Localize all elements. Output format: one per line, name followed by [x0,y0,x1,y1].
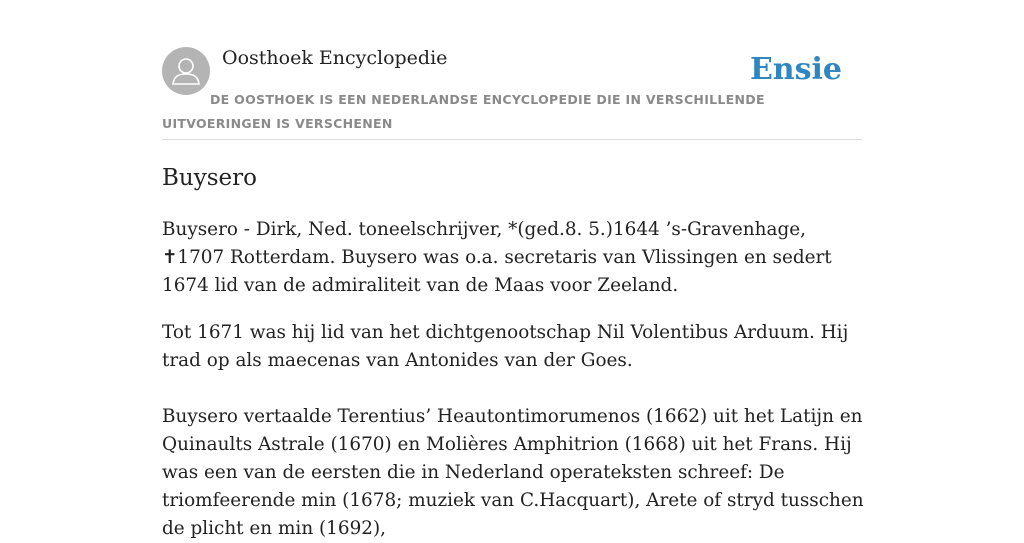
site-subtitle: DE OOSTHOEK IS EEN NEDERLANDSE ENCYCLOPEDIE DIE IN VERSCHILLENDE UITVOERINGEN IS VERSCHENEN [162,92,765,131]
article-paragraph: Buysero - Dirk, Ned. toneelschrijver, *(ged.8. 5.)1644 ’s-Gravenhage, ✝1707 Rotterdam. Buysero was o.a. secretaris van Vlissingen en sedert 1674 lid van de admiraliteit van de Maas voor Zeeland. [162,219,832,296]
article-paragraph: Buysero vertaalde Terentius’ Heautontimorumenos (1662) uit het Latijn en Quinaults Astrale (1670) en Molières Amphitrion (1668) uit het Frans. Hij was een van de eersten die in Nederland operateksten schreef: De triomfeerende min (1678; muziek van C.Hacquart), Arete of stryd tusschen de plicht en min (1692), [162,406,864,539]
article-paragraph: Tot 1671 was hij lid van het dichtgenootschap Nil Volentibus Arduum. Hij trad op als maecenas van Antonides van der Goes. [162,322,849,371]
header-divider [162,139,862,140]
article-title: Buysero [162,165,257,191]
site-title[interactable]: Oosthoek Encyclopedie [222,47,448,69]
brand-logo[interactable]: Ensie [749,52,842,87]
